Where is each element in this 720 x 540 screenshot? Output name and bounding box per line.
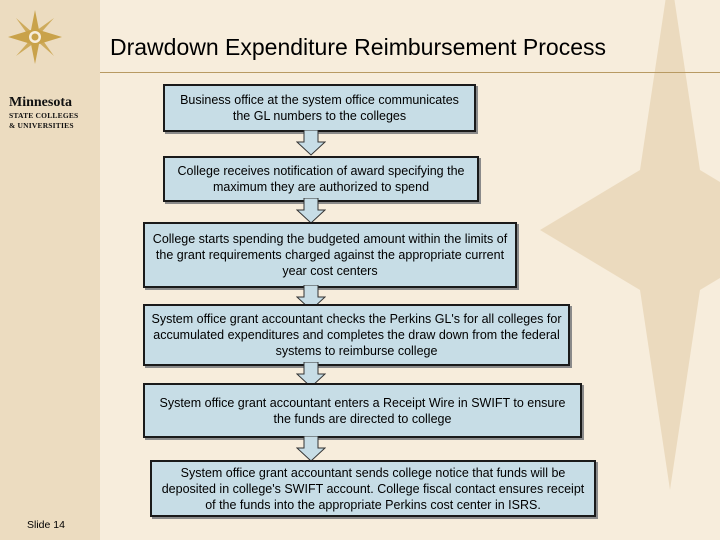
process-step-4: System office grant accountant checks the Perkins GL's for all colleges for accumulated expenditures and completes the draw down from the federal systems to reimburse college [143,304,570,366]
sidebar [0,0,100,540]
process-step-5: System office grant accountant enters a Receipt Wire in SWIFT to ensure the funds are directed to college [143,383,582,438]
process-step-1: Business office at the system office communicates the GL numbers to the colleges [163,84,476,132]
slide-title: Drawdown Expenditure Reimbursement Process [110,34,606,60]
down-arrow-icon [296,130,326,156]
logo-subline-2: & UNIVERSITIES [9,121,74,130]
down-arrow-icon [296,198,326,224]
process-step-2: College receives notification of award specifying the maximum they are authorized to spend [163,156,479,202]
process-step-3: College starts spending the budgeted amount within the limits of the grant requirements charged against the appropriate current year cost centers [143,222,517,288]
process-step-6: System office grant accountant sends college notice that funds will be deposited in college's SWIFT account. College fiscal contact ensures receipt of the funds into the appropriate Perkins cost center in ISRS. [150,460,596,517]
down-arrow-icon [296,436,326,462]
north-star-logo-icon [8,10,62,64]
logo-subline-1: STATE COLLEGES [9,111,79,120]
logo-wordmark: Minnesota [9,95,72,110]
title-divider [100,72,720,73]
slide-number: Slide 14 [27,519,65,531]
